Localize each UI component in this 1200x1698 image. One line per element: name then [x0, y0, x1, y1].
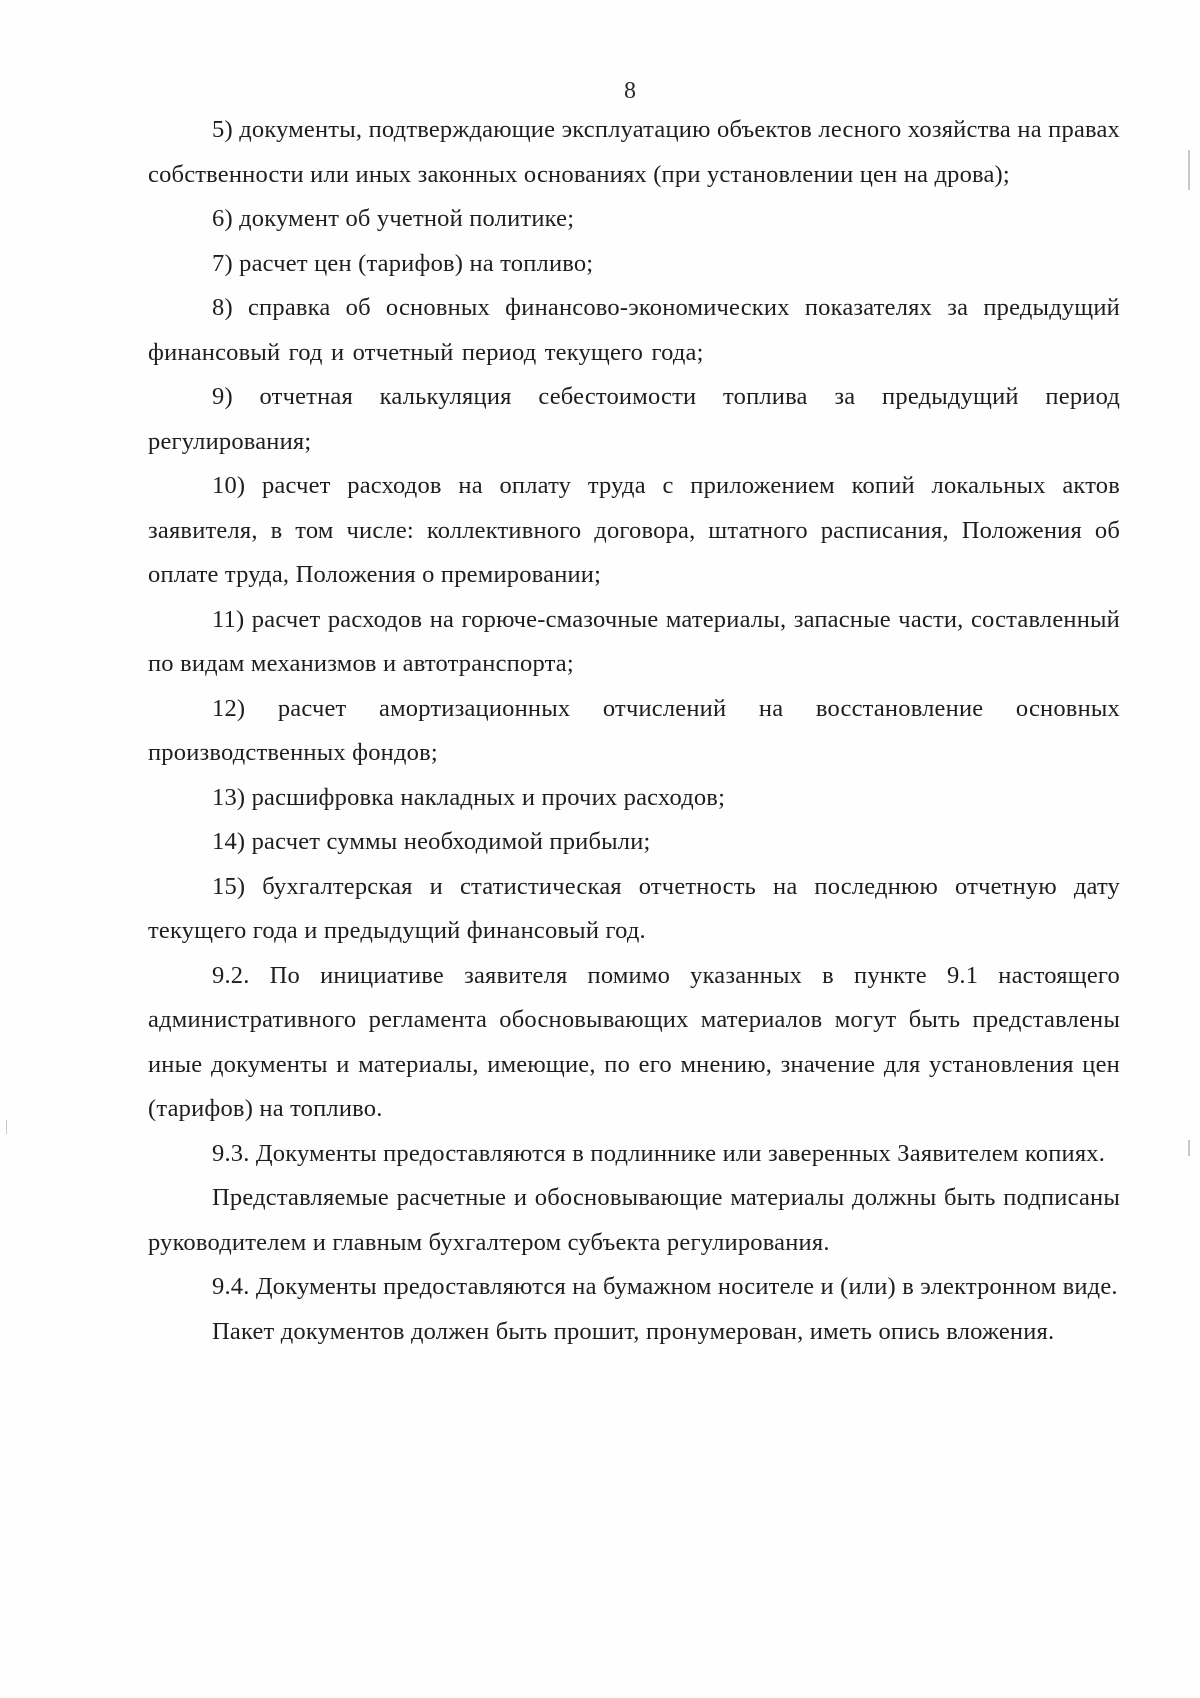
paragraph-item-15: 15) бухгалтерская и статистическая отчетность на последнюю отчетную дату текущего года и предыдущий финансовый год.	[148, 872, 1120, 944]
scan-artifact-right-middle	[1188, 1140, 1190, 1156]
paragraph-signature-requirement: Представляемые расчетные и обосновывающие материалы должны быть подписаны руководителем и главным бухгалтером субъекта регулирования.	[148, 1184, 1120, 1256]
paragraph-section-9-3: 9.3. Документы предоставляются в подлиннике или заверенных Заявителем копиях.	[212, 1139, 1106, 1167]
paragraph-item-10: 10) расчет расходов на оплату труда с приложением копий локальных актов заявителя, в том числе: коллективного договора, штатного расписания, Положения об оплате труда, Положения о премировании;	[148, 472, 1120, 588]
paragraph-item-9: 9) отчетная калькуляция себестоимости топлива за предыдущий период регулирования;	[148, 383, 1120, 455]
paragraph-item-6: 6) документ об учетной политике;	[212, 205, 575, 232]
paragraph-item-7: 7) расчет цен (тарифов) на топливо;	[212, 249, 594, 277]
page-number: 8	[624, 78, 636, 104]
scan-artifact-left-middle	[6, 1120, 7, 1134]
paragraph-item-5: 5) документы, подтверждающие эксплуатацию объектов лесного хозяйства на правах собственности или иных законных основаниях (при установлении цен на дрова);	[148, 116, 1120, 188]
paragraph-item-13: 13) расшифровка накладных и прочих расходов;	[212, 783, 726, 811]
paragraph-item-11: 11) расчет расходов на горюче-смазочные материалы, запасные части, составленный по видам механизмов и автотранспорта;	[148, 605, 1120, 677]
paragraph-item-14: 14) расчет суммы необходимой прибыли;	[212, 828, 651, 855]
scan-artifact-right-top	[1188, 150, 1190, 190]
paragraph-package-requirement: Пакет документов должен быть прошит, пронумерован, иметь опись вложения.	[212, 1317, 1055, 1345]
paragraph-section-9-2: 9.2. По инициативе заявителя помимо указанных в пункте 9.1 настоящего административного регламента обосновывающих материалов могут быть представлены иные документы и материалы, имеющие, по его мнению, значение для установления цен (тарифов) на топливо.	[148, 961, 1120, 1122]
paragraph-section-9-4: 9.4. Документы предоставляются на бумажном носителе и (или) в электронном виде.	[212, 1273, 1118, 1300]
paragraph-item-12: 12) расчет амортизационных отчислений на восстановление основных производственных фондов;	[148, 694, 1120, 766]
document-body	[148, 108, 1120, 1354]
paragraph-item-8: 8) справка об основных финансово-экономических показателях за предыдущий финансовый год и отчетный период текущего года;	[148, 294, 1120, 366]
